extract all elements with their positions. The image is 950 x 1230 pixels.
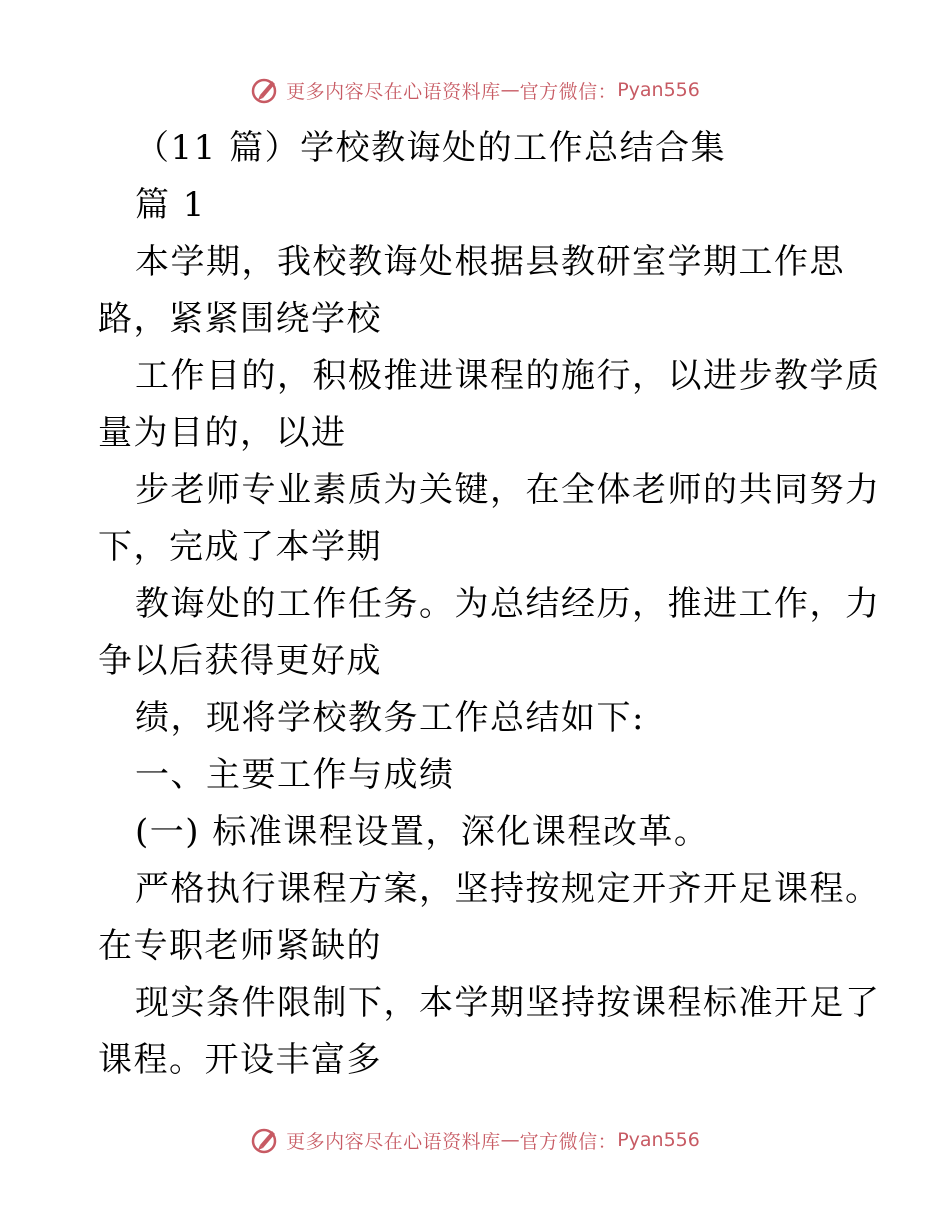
banner-contact: 官方微信：	[519, 80, 618, 103]
pen-logo-icon	[250, 75, 280, 105]
paragraph-line: 在专职老师紧缺的	[98, 926, 382, 966]
banner-contact: 官方微信：	[519, 1130, 618, 1153]
banner-wechat-id: Pyan556	[617, 79, 700, 101]
subsection-heading: 一、主要工作与成绩	[135, 755, 455, 795]
paragraph-line: 路，紧紧围绕学校	[98, 299, 382, 339]
banner-text: 更多内容尽在心语资料库	[286, 1130, 501, 1153]
banner-separator: —	[500, 1129, 520, 1151]
section-heading: 篇 1	[135, 185, 206, 225]
paragraph-line: 争以后获得更好成	[98, 641, 382, 681]
banner-text: 更多内容尽在心语资料库	[286, 80, 501, 103]
paragraph-line: 绩，现将学校教务工作总结如下:	[135, 698, 645, 738]
banner-separator: —	[500, 79, 520, 101]
document-title: （11 篇）学校教诲处的工作总结合集	[135, 128, 727, 168]
paragraph-line: 步老师专业素质为关键，在全体老师的共同努力	[135, 470, 881, 510]
header-banner	[0, 70, 950, 110]
paragraph-line: 现实条件限制下，本学期坚持按课程标准开足了	[135, 983, 881, 1023]
footer-banner	[0, 1120, 950, 1160]
subsection-heading: (一) 标准课程设置，深化课程改革。	[135, 812, 710, 852]
document-body	[98, 120, 881, 1089]
paragraph-line: 下，完成了本学期	[98, 527, 382, 567]
paragraph-line: 工作目的，积极推进课程的施行，以进步教学质	[135, 356, 881, 396]
paragraph-line: 量为目的，以进	[98, 413, 347, 453]
paragraph-line: 课程。开设丰富多	[98, 1040, 382, 1080]
paragraph-line: 严格执行课程方案，坚持按规定开齐开足课程。	[135, 869, 881, 909]
paragraph-line: 教诲处的工作任务。为总结经历，推进工作，力	[135, 584, 881, 624]
banner-wechat-id: Pyan556	[617, 1129, 700, 1151]
paragraph-line: 本学期，我校教诲处根据县教研室学期工作思	[135, 242, 845, 282]
pen-logo-icon	[250, 1125, 280, 1155]
